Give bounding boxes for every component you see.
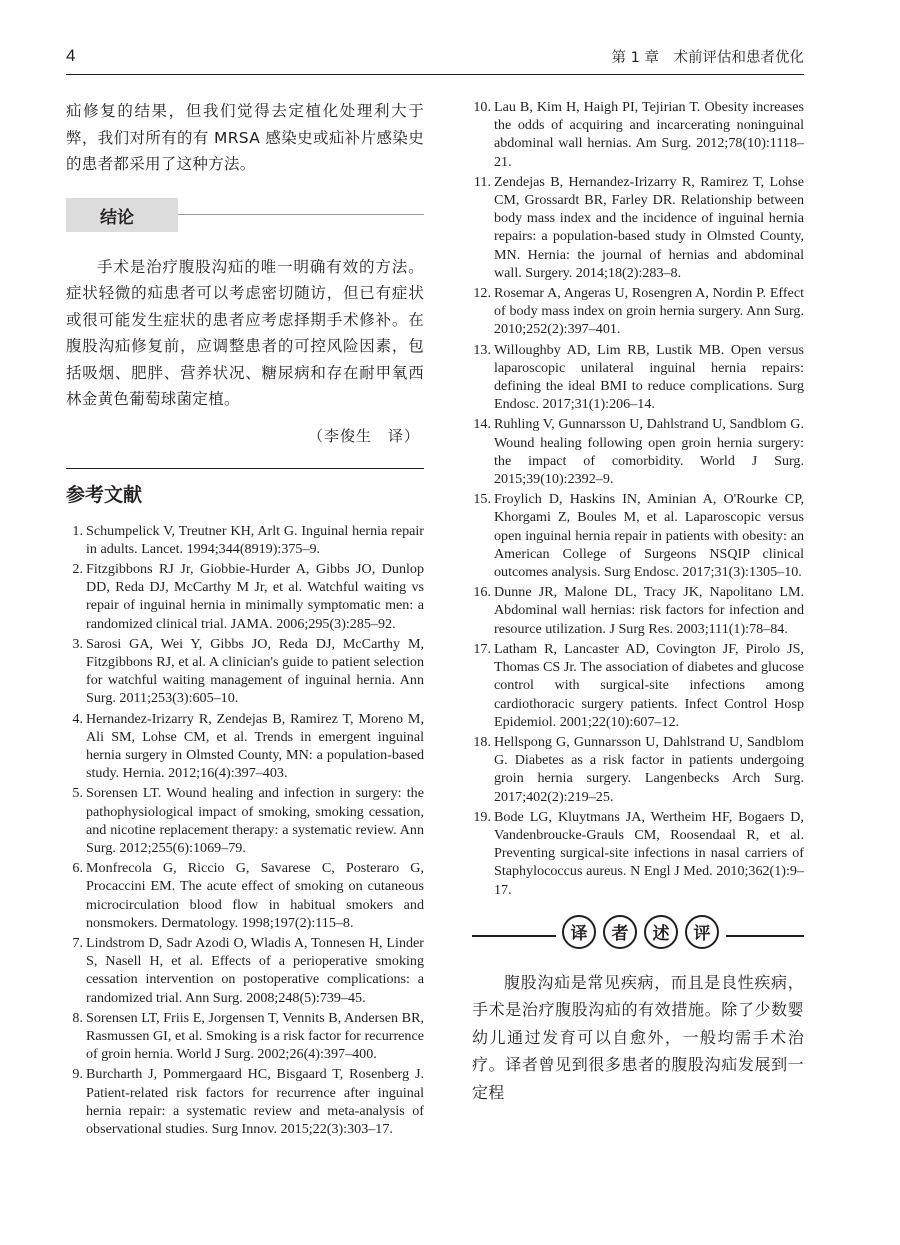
reference-text: Zendejas B, Hernandez-Irizarry R, Ramirez T, Lohse CM, Grossardt BR, Farley DR. Relationship between body mass index and the incidence of inguinal hernia repairs: a population-based study in Olmsted County, MN. Hernia: the journal of hernias and abdominal wall. Surgery. 2014;18(2):283–8.: [494, 173, 804, 281]
reference-text: Latham R, Lancaster AD, Covington JF, Pirolo JS, Thomas CS Jr. The association of diabetes and glucose control with surgical-site infections among cardiothoracic surgery patients. Infect Control Hosp Epidemiol. 2001;22(10):607–12.: [494, 640, 804, 730]
reference-item: [66, 859, 424, 932]
reference-number: 7.: [72, 934, 83, 951]
header-rule: [66, 74, 804, 75]
reference-item: [472, 284, 804, 339]
reference-number: 12.: [473, 285, 491, 302]
reference-text: Bode LG, Kluytmans JA, Wertheim HF, Bogaers D, Vandenbroucke-Grauls CM, Roosendaal R, et al. Preventing surgical-site infections in nasal carriers of Staphylococcus aureus. N Engl J Med. 2010;362(1):9–17.: [494, 808, 804, 898]
references-rule: [66, 468, 424, 469]
reference-item: [66, 560, 424, 633]
reference-number: 1.: [72, 522, 83, 539]
reference-number: 11.: [473, 173, 491, 190]
reference-number: 9.: [72, 1066, 83, 1083]
reference-item: [472, 733, 804, 806]
reference-number: 5.: [72, 785, 83, 802]
reference-number: 18.: [473, 733, 491, 750]
reference-item: [66, 934, 424, 1007]
reference-item: [472, 415, 804, 488]
reference-text: Willoughby AD, Lim RB, Lustik MB. Open versus laparoscopic unilateral inguinal hernia repairs: defining the ideal BMI to reduce complications. Surg Endosc. 2017;31(1):206–14.: [494, 341, 804, 413]
commentary-title-chars: [562, 915, 719, 949]
commentary-rule-left: [472, 935, 556, 937]
reference-number: 14.: [473, 416, 491, 433]
page-number: 4: [66, 46, 76, 65]
reference-item: [66, 522, 424, 558]
reference-item: [472, 808, 804, 899]
commentary-rule-right: [726, 935, 804, 937]
reference-number: 17.: [473, 640, 491, 657]
reference-number: 8.: [72, 1009, 83, 1026]
reference-item: [472, 490, 804, 581]
translator-credit: （李俊生 译）: [307, 426, 420, 445]
commentary-title: [472, 913, 804, 959]
reference-item: [66, 1065, 424, 1138]
reference-list-left: [66, 522, 424, 1139]
reference-text: Burcharth J, Pommergaard HC, Bisgaard T, Rosenberg J. Patient-related risk factors for recurrence after inguinal hernia repair: a systematic review and meta-analysis of observational studies. Surg Innov. 2015;22(3):303–17.: [86, 1066, 424, 1137]
reference-item: [66, 784, 424, 857]
commentary-paragraph: 腹股沟疝是常见疾病，而且是良性疾病，手术是治疗腹股沟疝的有效措施。除了少数婴幼儿通过发育可以自愈外，一般均需手术治疗。译者曾见到很多患者的腹股沟疝发展到一定程: [472, 972, 804, 1102]
reference-number: 6.: [72, 860, 83, 877]
reference-text: Sarosi GA, Wei Y, Gibbs JO, Reda DJ, McCarthy M, Fitzgibbons RJ, et al. A clinician's guide to patient selection for watchful waiting management of inguinal hernia. Ann Surg. 2011;253(3):605–10.: [86, 635, 424, 707]
reference-list-right: [472, 98, 804, 899]
reference-item: [472, 341, 804, 414]
conclusion-heading-box: [66, 198, 424, 232]
reference-text: Lau B, Kim H, Haigh PI, Tejirian T. Obesity increases the odds of acquiring and incarcerating noninguinal abdominal wall hernias. Am Surg. 2012;78(10):1118–21.: [494, 99, 804, 170]
reference-item: [66, 710, 424, 783]
commentary-title-char: 者: [603, 915, 637, 949]
reference-text: Froylich D, Haskins IN, Aminian A, O'Rourke CP, Khorgami Z, Boules M, et al. Laparoscopic versus open inguinal hernia repair in patients with obesity: an American College of Surgeons NSQIP clinical outcomes analysis. Surg Endosc. 2017;31(3):1305–10.: [494, 491, 804, 581]
reference-item: [472, 640, 804, 731]
references-heading-block: [66, 468, 424, 508]
reference-text: Dunne JR, Malone DL, Tracy JK, Napolitano LM. Abdominal wall hernias: risk factors for infection and resource utilization. J Surg Res. 2003;111(1):78–84.: [494, 584, 804, 637]
commentary-title-char: 述: [644, 915, 678, 949]
commentary-title-char: 评: [685, 915, 719, 949]
reference-text: Fitzgibbons RJ Jr, Giobbie-Hurder A, Gibbs JO, Dunlop DD, Reda DJ, McCarthy M Jr, et al. Watchful waiting vs repair of inguinal hernia in minimally symptomatic men: a randomized clinical trial. JAMA. 2006;295(3):285–92.: [86, 560, 424, 632]
conclusion-heading: 结论: [100, 207, 134, 228]
right-column: [472, 98, 804, 1106]
reference-item: [472, 173, 804, 282]
reference-text: Schumpelick V, Treutner KH, Arlt G. Inguinal hernia repair in adults. Lancet. 1994;344(8919):375–9.: [86, 522, 424, 557]
left-column: [66, 98, 424, 1140]
reference-number: 15.: [473, 491, 491, 508]
reference-text: Sorensen LT. Wound healing and infection in surgery: the pathophysiological impact of smoking, smoking cessation, and nicotine replacement therapy: a systematic review. Ann Surg. 2012;255(6):1069–79.: [86, 785, 424, 856]
reference-item: [66, 1009, 424, 1064]
reference-number: 13.: [473, 341, 491, 358]
reference-number: 10.: [473, 99, 491, 115]
reference-text: Monfrecola G, Riccio G, Savarese C, Posteraro G, Procaccini EM. The acute effect of smoking on cutaneous microcirculation blood flow in habitual smokers and nonsmokers. Dermatology. 1998;197(2):115–8.: [86, 860, 424, 931]
reference-text: Hernandez-Irizarry R, Zendejas B, Ramirez T, Moreno M, Ali SM, Lohse CM, et al. Trends in emergent inguinal hernia surgery in Olmsted County, MN: a population-based study. Hernia. 2012;16(4):397–403.: [86, 710, 424, 782]
conclusion-paragraph: 手术是治疗腹股沟疝的唯一明确有效的方法。症状轻微的疝患者可以考虑密切随访，但已有症状或很可能发生症状的患者应考虑择期手术修补。在腹股沟疝修复前，应调整患者的可控风险因素，包括吸烟、肥胖、营养状况、糖尿病和存在耐甲氧西林金黄色葡萄球菌定植。: [66, 257, 424, 408]
chapter-title: 第 1 章 术前评估和患者优化: [611, 50, 804, 66]
reference-text: Sorensen LT, Friis E, Jorgensen T, Vennits B, Andersen BR, Rasmussen GI, et al. Smoking is a risk factor for recurrence of groin hernia. World J Surg. 2002;26(4):397–400.: [86, 1009, 424, 1063]
references-heading: 参考文献: [66, 483, 143, 506]
reference-item: [66, 635, 424, 708]
reference-number: 19.: [473, 808, 491, 825]
reference-number: 4.: [72, 710, 83, 727]
page-header: [66, 44, 804, 74]
reference-text: Lindstrom D, Sadr Azodi O, Wladis A, Tonnesen H, Linder S, Nasell H, et al. Effects of a perioperative smoking cessation intervention on postoperative complications: a randomized trial. Ann Surg. 2008;248(5):739–45.: [86, 934, 424, 1006]
reference-item: [472, 583, 804, 638]
reference-item: [472, 98, 804, 171]
reference-text: Rosemar A, Angeras U, Rosengren A, Nordin P. Effect of body mass index on groin hernia surgery. Ann Surg. 2010;252(2):397–401.: [494, 285, 804, 338]
reference-text: Hellspong G, Gunnarsson U, Dahlstrand U, Sandblom G. Diabetes as a risk factor in patients undergoing groin hernia surgery. Langenbecks Arch Surg. 2017;402(2):219–25.: [494, 733, 804, 805]
reference-number: 2.: [72, 560, 83, 577]
commentary-title-char: 译: [562, 915, 596, 949]
reference-text: Ruhling V, Gunnarsson U, Dahlstrand U, Sandblom G. Wound healing following open groin hernia surgery: the impact of comorbidity. World J Surg. 2015;39(10):2392–9.: [494, 416, 804, 488]
intro-paragraph: 疝修复的结果，但我们觉得去定植化处理利大于弊，我们对所有的有 MRSA 感染史或疝补片感染史的患者都采用了这种方法。: [66, 102, 424, 173]
reference-number: 16.: [473, 584, 491, 601]
reference-number: 3.: [72, 635, 83, 652]
